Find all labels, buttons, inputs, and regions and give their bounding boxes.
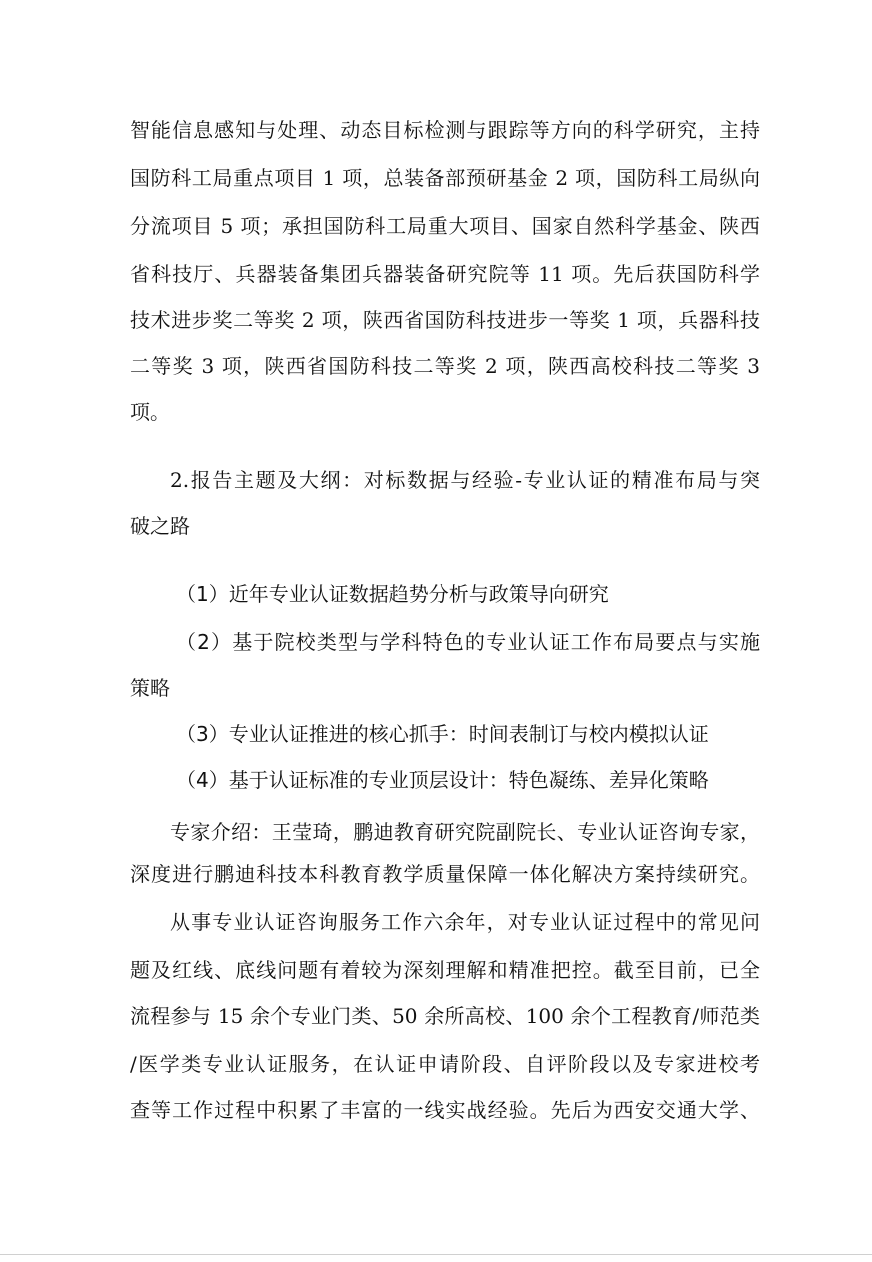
outline-item-2-cont: 策略: [130, 676, 170, 700]
body-text-line: 题及红线、底线问题有着较为深刻理解和精准把控。截至目前，已全: [130, 958, 760, 982]
expert-intro-line: 专家介绍：王莹琦，鹏迪教育研究院副院长、专业认证咨询专家，: [170, 820, 760, 844]
body-text-line: 从事专业认证咨询服务工作六余年，对专业认证过程中的常见问: [170, 910, 760, 934]
section-heading: 破之路: [130, 514, 190, 538]
outline-item-4: （4）基于认证标准的专业顶层设计：特色凝练、差异化策略: [176, 768, 709, 792]
body-text-line: 流程参与 15 余个专业门类、50 余所高校、100 余个工程教育/师范类: [130, 1004, 760, 1028]
body-text-line: 分流项目 5 项；承担国防科工局重大项目、国家自然科学基金、陕西: [130, 214, 760, 238]
body-text-line: 智能信息感知与处理、动态目标检测与跟踪等方向的科学研究，主持: [130, 118, 760, 142]
page-bottom-divider: [0, 1254, 872, 1255]
outline-item-3: （3）专业认证推进的核心抓手：时间表制订与校内模拟认证: [176, 722, 709, 746]
section-heading: 2.报告主题及大纲：对标数据与经验-专业认证的精准布局与突: [170, 468, 760, 492]
expert-intro-line: 深度进行鹏迪科技本科教育教学质量保障一体化解决方案持续研究。: [130, 862, 760, 886]
body-text-line: /医学类专业认证服务，在认证申请阶段、自评阶段以及专家进校考: [130, 1052, 760, 1076]
body-text-line: 项。: [130, 400, 170, 424]
outline-item-1: （1）近年专业认证数据趋势分析与政策导向研究: [176, 582, 609, 606]
body-text-line: 二等奖 3 项，陕西省国防科技二等奖 2 项，陕西高校科技二等奖 3: [130, 354, 760, 378]
body-text-line: 国防科工局重点项目 1 项，总装备部预研基金 2 项，国防科工局纵向: [130, 166, 760, 190]
body-text-line: 查等工作过程中积累了丰富的一线实战经验。先后为西安交通大学、: [130, 1098, 760, 1122]
body-text-line: 技术进步奖二等奖 2 项，陕西省国防科技进步一等奖 1 项，兵器科技: [130, 308, 760, 332]
body-text-line: 省科技厅、兵器装备集团兵器装备研究院等 11 项。先后获国防科学: [130, 262, 760, 286]
outline-item-2: （2）基于院校类型与学科特色的专业认证工作布局要点与实施: [176, 630, 760, 654]
